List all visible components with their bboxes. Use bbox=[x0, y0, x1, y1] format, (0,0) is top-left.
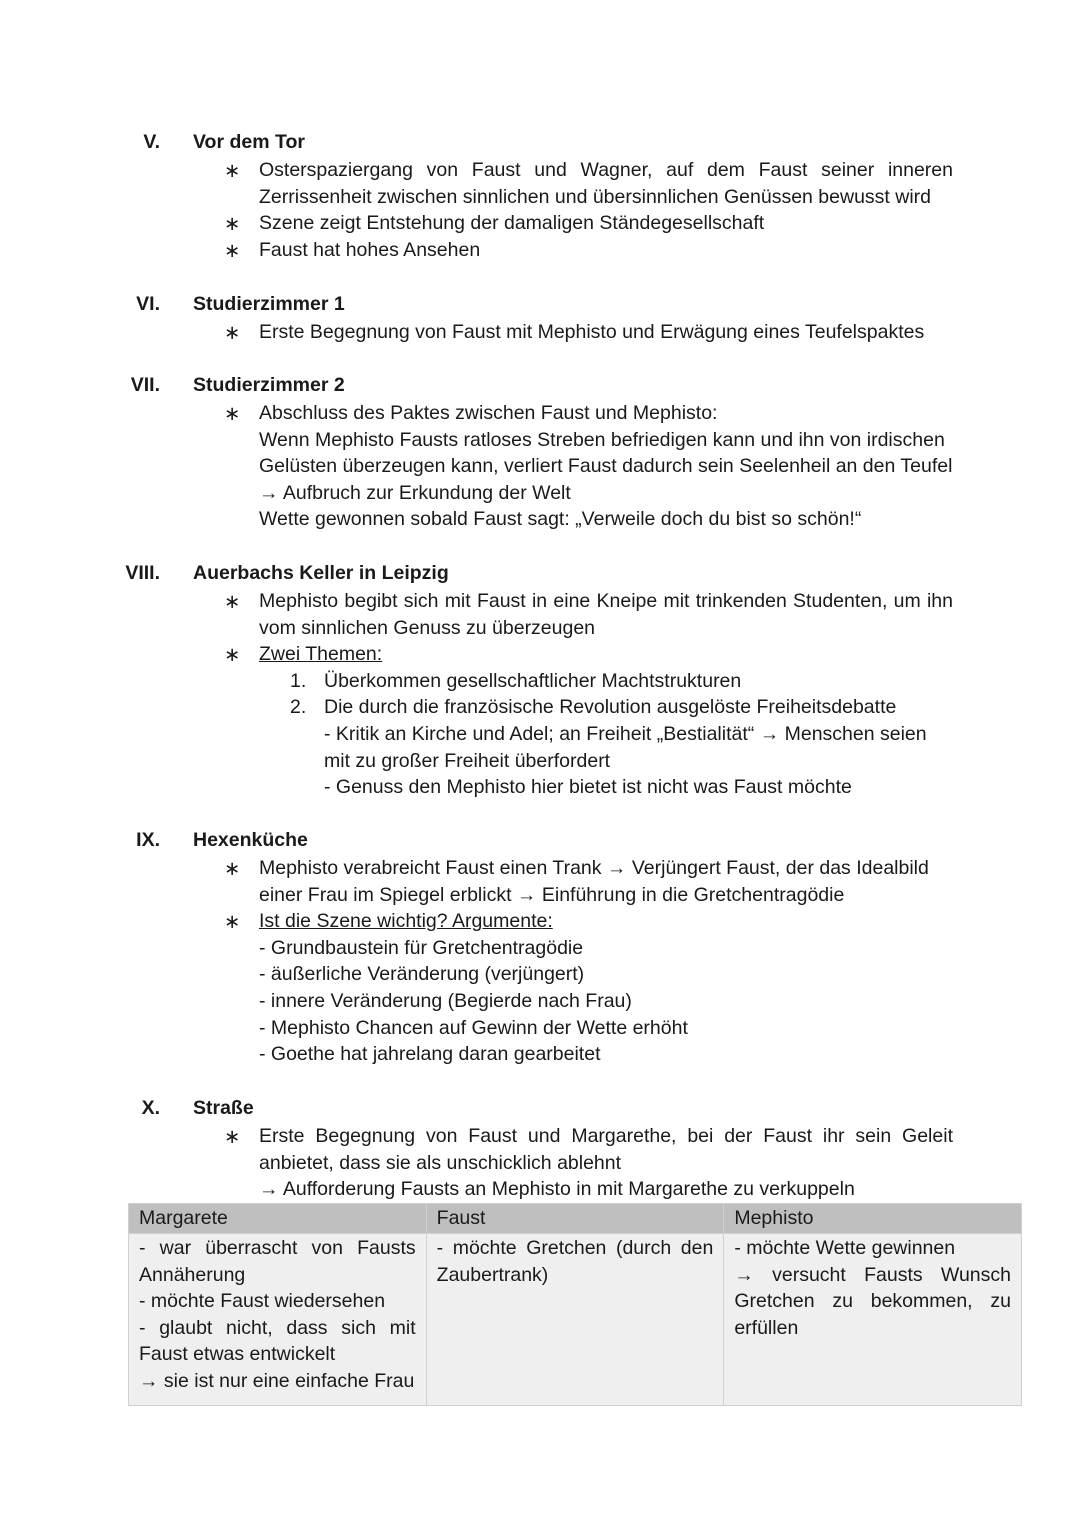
asterisk-bullet-icon: ∗ bbox=[224, 644, 241, 667]
table-header-row bbox=[129, 1204, 1022, 1234]
character-table bbox=[128, 1203, 1022, 1406]
bullet-item: ∗ Faust hat hohes Ansehen bbox=[193, 237, 953, 264]
numbered-item: 1. Überkommen gesellschaftlicher Machtstrukturen bbox=[290, 669, 742, 692]
asterisk-bullet-icon: ∗ bbox=[224, 160, 241, 182]
bullet-item: ∗ Erste Begegnung von Faust mit Mephisto und Erwägung eines Teufelspaktes bbox=[193, 319, 953, 346]
section-number: IX. bbox=[136, 829, 160, 851]
bullet-item: ∗ Szene zeigt Entstehung der damaligen Ständegesellschaft bbox=[193, 210, 953, 237]
section-title: Auerbachs Keller in Leipzig bbox=[193, 562, 449, 584]
section-title: Vor dem Tor bbox=[193, 131, 305, 153]
bullet-item: ∗ Erste Begegnung von Faust und Margarethe, bei der Faust ihr sein Geleit anbietet, dass sie als unschicklich ablehnt → Aufforderung Fausts an Mephisto in mit Margarethe zu verkuppeln bbox=[224, 1125, 953, 1201]
numbered-list bbox=[193, 668, 953, 721]
section-number: V. bbox=[143, 131, 160, 153]
header-margarete: Margarete bbox=[129, 1204, 427, 1234]
asterisk-bullet-icon: ∗ bbox=[224, 1126, 241, 1148]
bullet-list bbox=[193, 588, 953, 801]
section-title: Straße bbox=[193, 1097, 254, 1119]
bullet-item: ∗ Mephisto begibt sich mit Faust in eine Kneipe mit trinkenden Studenten, um ihn vom sinnlichen Genuss zu überzeugen bbox=[224, 590, 953, 639]
bullet-item: ∗ Ist die Szene wichtig? Argumente: - Grundbaustein für Gretchentragödie - äußerliche Veränderung (verjüngert) - innere Veränderung (Begierde nach Frau) - Mephisto Chancen auf Gewinn der Wette erhöht - Goethe hat jahrelang daran gearbeitet bbox=[224, 910, 688, 1066]
section-title: Hexenküche bbox=[193, 829, 308, 851]
bullet-list bbox=[193, 855, 953, 1068]
bullet-list bbox=[193, 400, 953, 533]
section-number: VIII. bbox=[125, 562, 160, 584]
asterisk-bullet-icon: ∗ bbox=[224, 239, 241, 262]
cell-margarete: - war überrascht von Fausts Annäherung - möchte Faust wiedersehen - glaubt nicht, dass sich mit Faust etwas entwickelt → sie ist nur eine einfache Frau bbox=[129, 1234, 427, 1406]
bullet-item: ∗ Mephisto verabreicht Faust einen Trank → Verjüngert Faust, der das Idealbild einer Frau im Spiegel erblickt → Einführung in die Gretchentragödie bbox=[224, 857, 929, 906]
bullet-item: ∗ Abschluss des Paktes zwischen Faust und Mephisto: Wenn Mephisto Fausts ratloses Streben befriedigen kann und ihn von irdischen Gelüsten überzeugen kann, verliert Faust dadurch sein Seelenheil an den Teufel → Aufbruch zur Erkundung der Welt Wette gewonnen sobald Faust sagt: „Verweile doch du bist so schön!“ bbox=[224, 402, 953, 531]
bullet-list bbox=[193, 1123, 953, 1203]
asterisk-bullet-icon: ∗ bbox=[224, 322, 241, 344]
asterisk-bullet-icon: ∗ bbox=[224, 591, 241, 613]
sub-point: - Kritik an Kirche und Adel; an Freiheit „Bestialität“ → Menschen seien mit zu großer Freiheit überfordert bbox=[324, 722, 927, 772]
table-row bbox=[129, 1234, 1022, 1406]
asterisk-bullet-icon: ∗ bbox=[224, 911, 241, 934]
header-faust: Faust bbox=[426, 1204, 724, 1234]
bullet-list bbox=[193, 319, 953, 346]
header-mephisto: Mephisto bbox=[724, 1204, 1022, 1234]
asterisk-bullet-icon: ∗ bbox=[224, 403, 241, 425]
sub-point: - Genuss den Mephisto hier bietet ist nicht was Faust möchte bbox=[324, 776, 852, 799]
asterisk-bullet-icon: ∗ bbox=[224, 858, 241, 880]
numbered-item: 2. Die durch die französische Revolution ausgelöste Freiheitsdebatte bbox=[290, 696, 897, 719]
asterisk-bullet-icon: ∗ bbox=[224, 213, 241, 236]
section-title: Studierzimmer 2 bbox=[193, 374, 345, 396]
section-number: X. bbox=[141, 1097, 160, 1119]
section-title: Studierzimmer 1 bbox=[193, 293, 345, 315]
bullet-list bbox=[193, 157, 953, 263]
section-number: VI. bbox=[136, 293, 160, 315]
bullet-item: ∗ Osterspaziergang von Faust und Wagner, auf dem Faust seiner inneren Zerrissenheit zwischen sinnlichen und übersinnlichen Genüssen bewusst wird bbox=[224, 159, 953, 208]
cell-faust: - möchte Gretchen (durch den Zaubertrank) bbox=[426, 1234, 724, 1406]
bullet-item: ∗ Zwei Themen: bbox=[193, 641, 953, 668]
cell-mephisto: - möchte Wette gewinnen → versucht Fausts Wunsch Gretchen zu bekommen, zu erfüllen bbox=[724, 1234, 1022, 1406]
section-number: VII. bbox=[130, 374, 160, 396]
